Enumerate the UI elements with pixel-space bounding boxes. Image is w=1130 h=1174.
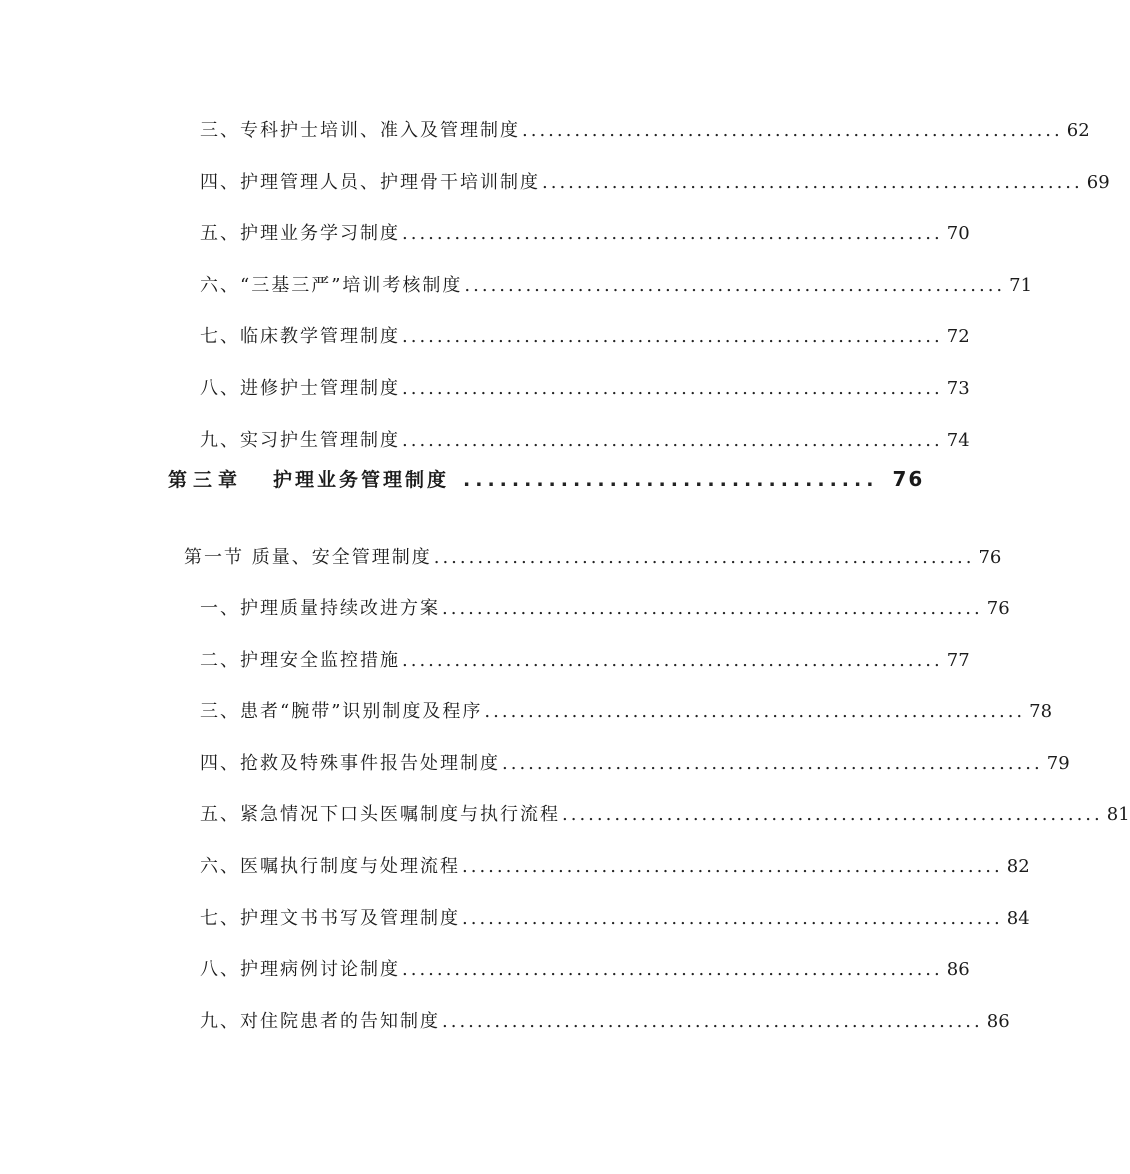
toc-entry[interactable] (200, 749, 1070, 775)
toc-entry-page: 69 (1086, 172, 1110, 193)
toc-entry[interactable] (200, 374, 970, 400)
toc-entry[interactable] (200, 904, 1030, 930)
toc-entry-label: 五、护理业务学习制度 (200, 223, 400, 244)
toc-entry-page: 77 (946, 650, 970, 671)
section-page: 76 (978, 547, 1002, 568)
dot-leader: .............................................................. (462, 856, 1003, 877)
dot-leader: .............................................................. (402, 959, 943, 980)
dot-leader: .................................. (463, 469, 879, 491)
toc-chapter-entry[interactable] (168, 465, 925, 492)
toc-entry-label: 三、专科护士培训、准入及管理制度 (200, 120, 520, 141)
toc-entry[interactable] (200, 955, 970, 981)
toc-entry-label: 七、临床教学管理制度 (200, 326, 400, 347)
toc-entry-page: 76 (986, 598, 1010, 619)
toc-entry-page: 79 (1046, 753, 1070, 774)
toc-entry[interactable] (200, 800, 1130, 826)
toc-entry-label: 九、对住院患者的告知制度 (200, 1011, 440, 1032)
toc-entry-page: 71 (1009, 275, 1033, 296)
toc-entry-page: 86 (946, 959, 970, 980)
dot-leader: .............................................................. (402, 326, 943, 347)
toc-entry-label: 九、实习护生管理制度 (200, 430, 400, 451)
toc-entry-page: 72 (946, 326, 970, 347)
toc-entry-page: 81 (1106, 804, 1130, 825)
dot-leader: .............................................................. (542, 172, 1083, 193)
toc-entry-label: 五、紧急情况下口头医嘱制度与执行流程 (200, 804, 560, 825)
toc-entry[interactable] (200, 697, 1053, 723)
toc-entry-label: 八、护理病例讨论制度 (200, 959, 400, 980)
dot-leader: .............................................................. (402, 378, 943, 399)
dot-leader: .............................................................. (464, 275, 1006, 296)
toc-entry-label: 八、进修护士管理制度 (200, 378, 400, 399)
toc-entry-page: 62 (1066, 120, 1090, 141)
toc-entry-label: 三、患者“腕带”识别制度及程序 (200, 701, 483, 722)
toc-entry-page: 86 (986, 1011, 1010, 1032)
toc-entry[interactable] (200, 852, 1030, 878)
toc-entry-page: 82 (1006, 856, 1030, 877)
toc-entry-label: 一、护理质量持续改进方案 (200, 598, 440, 619)
dot-leader: .............................................................. (522, 120, 1063, 141)
toc-entry[interactable] (200, 426, 970, 452)
toc-entry-page: 84 (1006, 908, 1030, 929)
toc-entry[interactable] (200, 1007, 1010, 1033)
toc-entry[interactable] (200, 168, 1110, 194)
dot-leader: .............................................................. (402, 650, 943, 671)
dot-leader: .............................................................. (562, 804, 1103, 825)
toc-entry[interactable] (200, 219, 970, 245)
toc-entry[interactable] (200, 116, 1090, 142)
toc-entry-page: 70 (946, 223, 970, 244)
section-label: 第一节 质量、安全管理制度 (184, 547, 432, 568)
toc-entry[interactable] (200, 646, 970, 672)
chapter-number: 第三章 (168, 469, 244, 491)
toc-entry-label: 四、护理管理人员、护理骨干培训制度 (200, 172, 540, 193)
dot-leader: .............................................................. (402, 223, 943, 244)
dot-leader: .............................................................. (462, 908, 1003, 929)
chapter-page: 76 (892, 467, 925, 491)
toc-entry[interactable] (200, 271, 1033, 297)
toc-entry-label: 六、“三基三严”培训考核制度 (200, 275, 463, 296)
toc-entry-page: 73 (946, 378, 970, 399)
toc-section-entry[interactable] (184, 543, 1002, 569)
toc-entry[interactable] (200, 322, 970, 348)
dot-leader: .............................................................. (484, 701, 1026, 722)
dot-leader: .............................................................. (502, 753, 1043, 774)
toc-entry-label: 七、护理文书书写及管理制度 (200, 908, 460, 929)
dot-leader: .............................................................. (433, 547, 975, 568)
dot-leader: .............................................................. (442, 598, 983, 619)
dot-leader: .............................................................. (442, 1011, 983, 1032)
toc-entry-label: 六、医嘱执行制度与处理流程 (200, 856, 460, 877)
toc-entry[interactable] (200, 594, 1010, 620)
dot-leader: .............................................................. (402, 430, 943, 451)
toc-entry-page: 78 (1029, 701, 1053, 722)
toc-entry-page: 74 (946, 430, 970, 451)
chapter-title: 护理业务管理制度 (273, 469, 450, 491)
toc-entry-label: 四、抢救及特殊事件报告处理制度 (200, 753, 500, 774)
toc-entry-label: 二、护理安全监控措施 (200, 650, 400, 671)
